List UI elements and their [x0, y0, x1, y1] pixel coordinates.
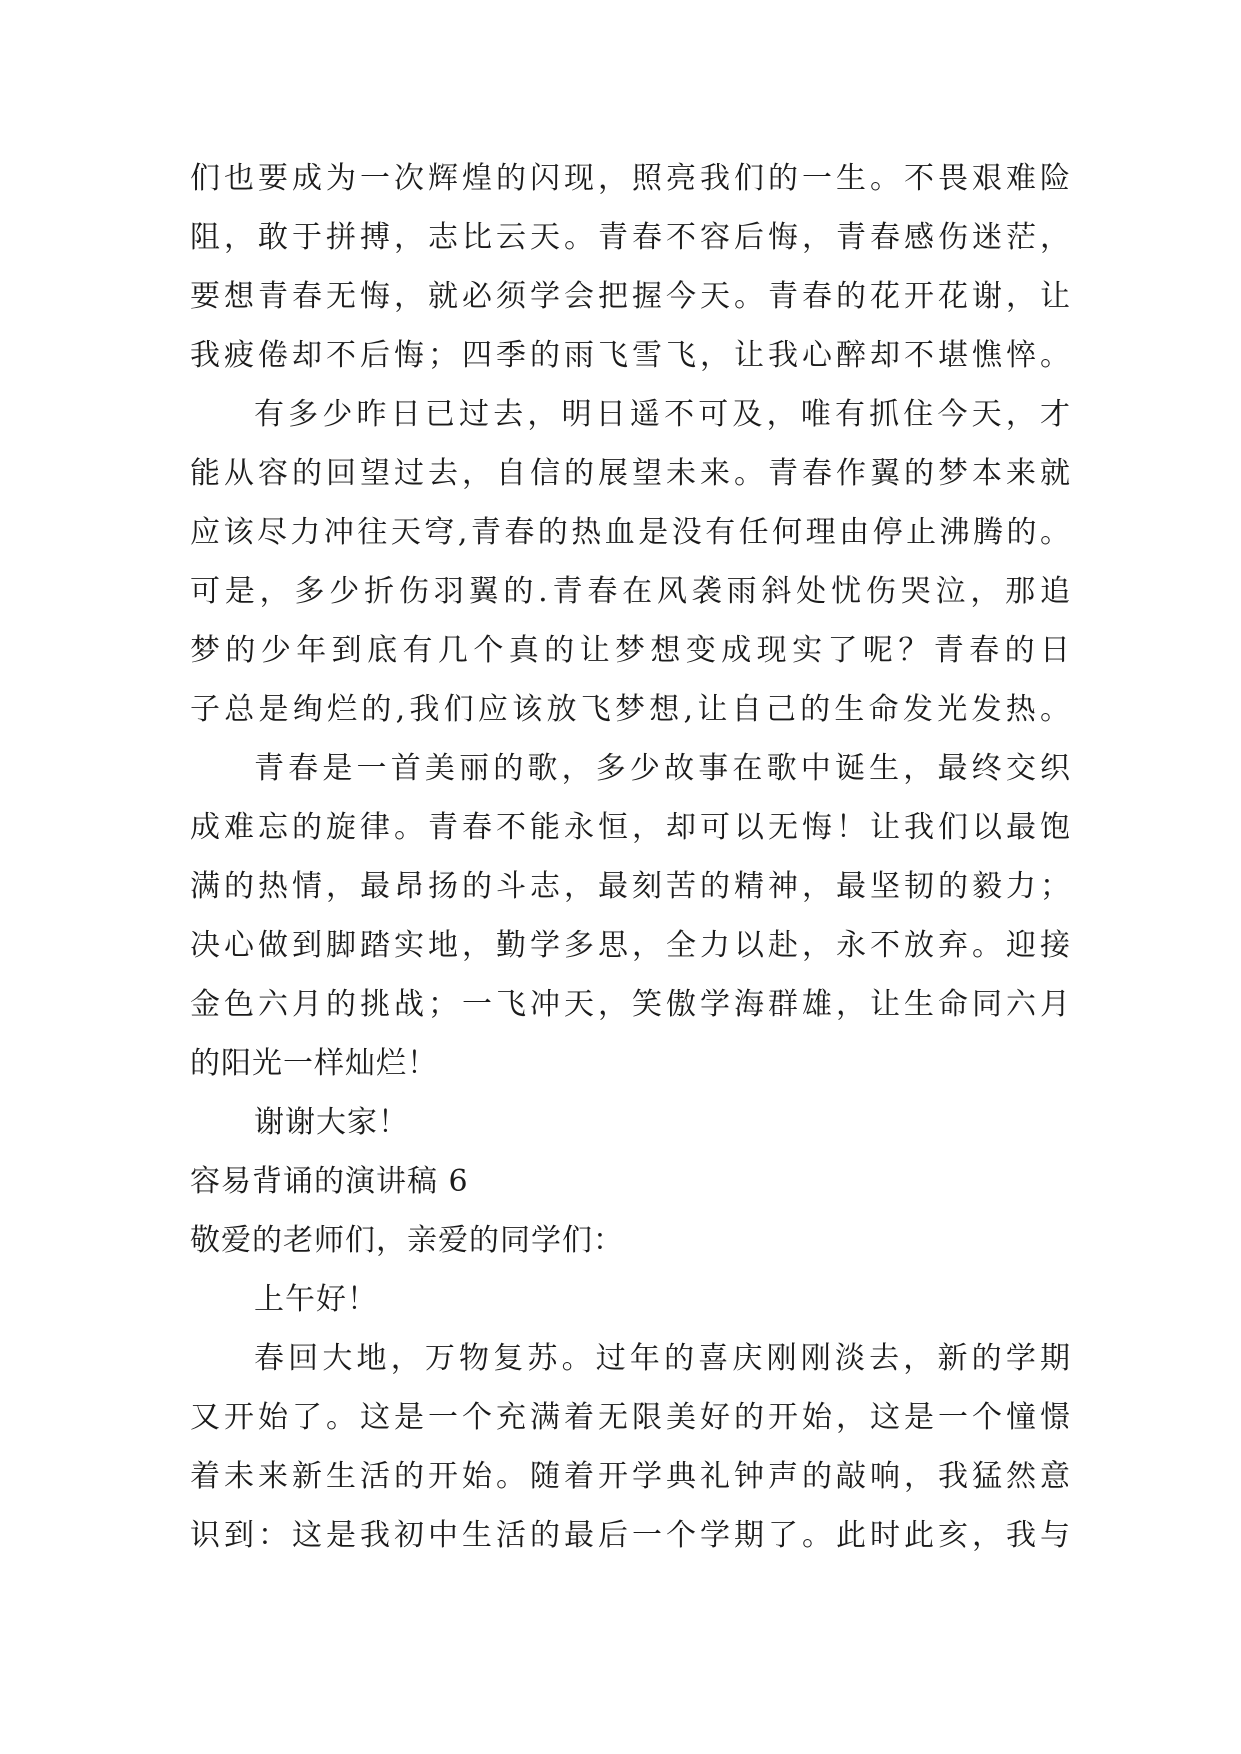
- text-line: 金色六月的挑战；一飞冲天，笑傲学海群雄，让生命同六月: [190, 987, 1070, 1022]
- greeting: 上午好！: [254, 1282, 378, 1317]
- document-body: [190, 163, 1070, 1579]
- text-line: 梦的少年到底有几个真的让梦想变成现实了呢？青春的日: [190, 633, 1070, 668]
- text-line: 能从容的回望过去，自信的展望未来。青春作翼的梦本来就: [190, 456, 1070, 491]
- closing-line: 谢谢大家！: [254, 1105, 409, 1140]
- text-line: 决心做到脚踏实地，勤学多思，全力以赴，永不放弃。迎接: [190, 928, 1070, 963]
- text-line: 成难忘的旋律。青春不能永恒，却可以无悔！让我们以最饱: [190, 810, 1070, 845]
- text-line: 青春是一首美丽的歌，多少故事在歌中诞生，最终交织: [254, 751, 1070, 786]
- section-title: 容易背诵的演讲稿 6: [190, 1164, 469, 1199]
- text-line: 我疲倦却不后悔；四季的雨飞雪飞，让我心醉却不堪憔悴。: [190, 338, 1070, 373]
- text-line: 阻，敢于拼搏，志比云天。青春不容后悔，青春感伤迷茫，: [190, 220, 1070, 255]
- text-line: 应该尽力冲往天穹,青春的热血是没有任何理由停止沸腾的。: [190, 515, 1070, 550]
- text-line: 有多少昨日已过去，明日遥不可及，唯有抓住今天，才: [254, 397, 1070, 432]
- text-line: 识到：这是我初中生活的最后一个学期了。此时此亥，我与: [190, 1518, 1070, 1553]
- text-line: 春回大地，万物复苏。过年的喜庆刚刚淡去，新的学期: [254, 1341, 1070, 1376]
- text-line: 子总是绚烂的,我们应该放飞梦想,让自己的生命发光发热。: [190, 692, 1070, 727]
- text-line: 又开始了。这是一个充满着无限美好的开始，这是一个憧憬: [190, 1400, 1070, 1435]
- text-line: 可是，多少折伤羽翼的.青春在风袭雨斜处忧伤哭泣，那追: [190, 574, 1070, 609]
- text-line: 们也要成为一次辉煌的闪现，照亮我们的一生。不畏艰难险: [190, 161, 1070, 196]
- text-line: 着未来新生活的开始。随着开学典礼钟声的敲响，我猛然意: [190, 1459, 1070, 1494]
- text-line: 的阳光一样灿烂！: [190, 1046, 438, 1081]
- text-line: 满的热情，最昂扬的斗志，最刻苦的精神，最坚韧的毅力；: [190, 869, 1070, 904]
- salutation: 敬爱的老师们，亲爱的同学们：: [190, 1223, 624, 1258]
- text-line: 要想青春无悔，就必须学会把握今天。青春的花开花谢，让: [190, 279, 1070, 314]
